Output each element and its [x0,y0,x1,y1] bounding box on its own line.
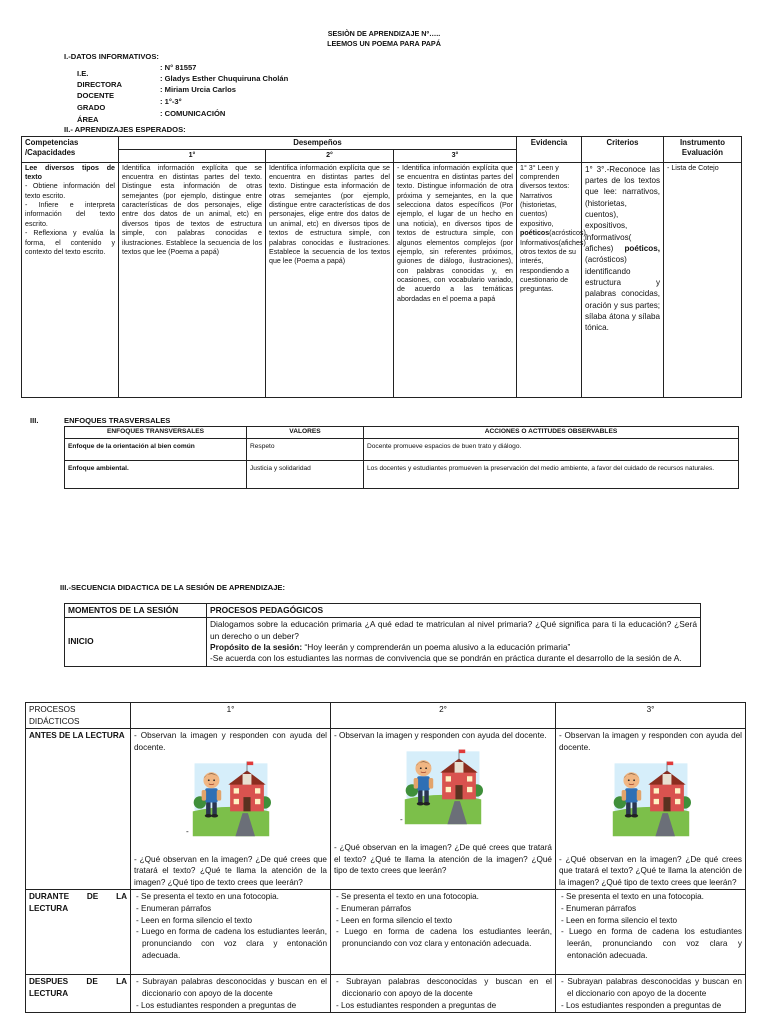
datos-label: DOCENTE [77,91,115,100]
despues-cell-2 [331,975,556,1013]
header-instrumento: Instrumento Evaluación [664,137,742,163]
list-item: - Los estudiantes responden a preguntas de [136,1000,297,1010]
list-item: - Se presenta el texto en una fotocopia. [561,892,704,902]
list-item: - Enumeran párrafos [336,904,412,914]
datos-value: : Miriam Urcia Carlos [160,85,236,94]
list-item: - Leen en forma silencio el texto [336,915,453,925]
list-item: - Los estudiantes responden a preguntas de [561,1000,722,1010]
datos-value: : Gladys Esther Chuquiruna Cholán [160,74,289,83]
desempeno-1: Identifica información explícita que se encuentra en distintas partes del texto. Distingue esta información de otras semejantes (por ejemplo, distingue entre características de dos personajes, elige entre dos datos de un animal, etc) en diversos tipos de textos de estructura simple, con palabras conocidas e ilustraciones. Establece la secuencia de los textos que lee (Poema a papá) [119,162,266,397]
secuencia-table [64,603,701,667]
list-item: - Luego en forma de cadena los estudiantes leerán, pronunciando con voz clara y entonación adecuada. [336,927,552,949]
antes-label: ANTES DE LA LECTURA [26,729,131,890]
durante-cell-1 [131,890,331,975]
despues-cell-3 [556,975,746,1013]
enfoque-name: Enfoque ambiental. [65,460,247,488]
grade-header: 3° [556,703,746,729]
header-criterios: Criterios [582,137,664,163]
durante-cell-3 [556,890,746,975]
antes-cell-3 [556,729,746,890]
list-item: - Luego en forma de cadena los estudiantes leerán, pronunciando con voz clara y entonación adecuada. [136,927,327,960]
competencia-item: - Infiere e interpreta información del texto escrito. [25,201,115,228]
criterios-bold: poéticos, [624,243,660,253]
despues-cell-1 [131,975,331,1013]
proposito-label: Propósito de la sesión: [210,642,303,653]
competencia-title: Lee diversos tipos de texto [25,163,115,181]
evidencia-text: 1° 3° Leen y comprenden diversos textos: Narrativos (historietas, cuentos) expositivo, [520,163,570,228]
momentos-header: MOMENTOS DE LA SESIÓN [65,604,207,618]
datos-label: GRADO [77,103,106,112]
session-subtitle: LEEMOS UN POEMA PARA PAPÁ [327,39,441,48]
datos-heading: I.-DATOS INFORMATIVOS: [64,52,159,61]
aprendizajes-table [21,136,742,398]
datos-label: ÁREA [77,115,99,124]
header-evidencia: Evidencia [517,137,582,163]
grade-header: 1° [131,703,331,729]
list-item: - Los estudiantes responden a preguntas de [336,1000,497,1010]
criterios-text: (acrósticos) identificando estructura y palabras conocidas, oración y sus partes; sílaba átona y sílaba tónica. [585,255,660,333]
header-desempenos: Desempeños [119,137,517,150]
antes-cell-1 [131,729,331,890]
antes-preguntas: - ¿Qué observan en la imagen? ¿De qué crees que tratará el texto? ¿Qué te llama la atención de la imagen? ¿Qué tipo de texto crees que leerán? [559,854,742,887]
enfoques-col-header: ENFOQUES TRANSVERSALES [65,427,247,439]
inicio-normas: -Se acuerda con los estudiantes las normas de convivencia que se pondrán en práctica durante el desarrollo de la sesión de A. [210,653,682,664]
inicio-content [207,618,701,666]
procesos-header: PROCESOS DIDÁCTICOS [26,703,131,729]
evidencia-bold: poéticos [520,229,550,238]
enfoques-table [64,426,739,489]
dash-mark: - [400,815,403,825]
list-item: - Enumeran párrafos [561,904,637,914]
school-boy-illustration [610,758,692,838]
enfoque-accion: Los docentes y estudiantes promueven la preservación del medio ambiente, a favor del cuidado de recursos naturales. [364,460,739,488]
header-competencias: Competencias /Capacidades [22,137,119,163]
enfoques-heading: ENFOQUES TRASVERSALES [64,416,171,425]
dash-mark: - [186,826,189,836]
inicio-label: INICIO [65,618,207,666]
session-title: SESIÒN DE APRENDIZAJE Nº….. [327,29,441,38]
competencia-cell [22,162,119,397]
list-item: - Se presenta el texto en una fotocopia. [136,892,279,902]
durante-cell-2 [331,890,556,975]
enfoque-valor: Justicia y solidaridad [247,460,364,488]
inicio-dialogo: Dialogamos sobre la educación primaria ¿A qué edad te matriculan al nivel primaria? ¿Qué significa para ti la educación? ¿Será un derecho o un deber? [210,619,697,641]
desempeno-2: Identifica información explícita que se encuentra en distintas partes del texto. Distingue esta información de otras semejantes (por ejemplo, distingue entre características de dos personajes, elige entre dos datos de un animal, etc) en diversos tipos de textos de estructura simple, con palabras conocidas e ilustraciones. Establece la secuencia de los textos que lee (Poema a papá) [266,162,394,397]
criterios-text: 1° 3°.-Reconoce las partes de los textos que lee: narrativos, (historietas, cuentos), expositivos, informativos( afiches) [585,164,660,253]
grade-header: 2° [331,703,556,729]
datos-value: : N° 81557 [160,63,197,72]
grade-header: 2° [266,150,394,162]
datos-value: : COMUNICACIÓN [160,109,226,118]
list-item: - Subrayan palabras desconocidas y buscan en el diccionario con apoyo de la docente [136,977,327,998]
procesos-header: PROCESOS PEDAGÓGICOS [207,604,701,618]
antes-observan: - Observan la imagen y responden con ayuda del docente. [334,731,547,741]
list-item: - Se presenta el texto en una fotocopia. [336,892,479,902]
enfoque-accion: Docente promueve espacios de buen trato y diálogo. [364,438,739,460]
datos-list [77,63,289,124]
proposito-text: “Hoy leerán y comprenderán un poema alusivo a la educación primaria” [302,642,571,653]
grade-header: 1° [119,150,266,162]
list-item: - Subrayan palabras desconocidas y buscan en el diccionario con apoyo de la docente [561,977,742,998]
datos-value: : 1°-3° [160,97,182,106]
criterios-cell [582,162,664,397]
school-boy-illustration [190,758,272,838]
list-item: - Luego en forma de cadena los estudiantes leerán, pronunciando con voz clara y entonación adecuada. [561,927,742,960]
enfoque-valor: Respeto [247,438,364,460]
acciones-col-header: ACCIONES O ACTITUDES OBSERVABLES [364,427,739,439]
proposito-line [210,642,697,653]
list-item: - Leen en forma silencio el texto [561,915,678,925]
evidencia-text: (acrósticos), Informativos(afiches) otros textos de su interés, respondiendo a cuestionario de preguntas. [520,229,588,294]
evidencia-cell [517,162,588,397]
grade-header: 3° [394,150,517,162]
desempeno-3: - Identifica información explícita que se encuentra en distintas partes del texto. Distingue información de otra próxima y semejantes, en la que selecciona datos específicos (Por ejemplo, el lugar de un hecho en una noticia), en diversos tipos de textos de estructura simple, con algunos elementos complejos (por ejemplo, sin referentes próximos, guiones de diálogo, ilustraciones), con palabras conocidas y, en ocasiones, con vocabulario variado, de acuerdo a las temáticas abordadas en el poema a papá [394,162,517,397]
valores-col-header: VALORES [247,427,364,439]
list-item: - Subrayan palabras desconocidas y buscan en el diccionario con apoyo de la docente [336,977,552,998]
procesos-table [25,702,746,1013]
antes-preguntas: - ¿Qué observan en la imagen? ¿De qué crees que tratará el texto? ¿Qué te llama la atención de la imagen? ¿Qué tipo de texto crees que leerán? [334,842,552,876]
enfoque-name: Enfoque de la orientación al bien común [65,438,247,460]
instrumento-cell: - Lista de Cotejo [664,162,742,397]
secuencia-heading: III.-SECUENCIA DIDACTICA DE LA SESIÓN DE APRENDIZAJE: [60,583,286,592]
durante-label: DURANTE DE LA LECTURA [26,890,131,975]
list-item: - Leen en forma silencio el texto [136,915,253,925]
antes-cell-2 [331,729,556,890]
competencia-item: - Obtiene información del texto escrito. [25,182,115,200]
datos-label: I.E. [77,69,89,78]
enfoques-number: III. [30,416,39,425]
competencia-item: - Reflexiona y evalúa la forma, el contenido y contexto del texto escrito. [25,229,115,256]
datos-label: DIRECTORA [77,80,123,89]
antes-preguntas: - ¿Qué observan en la imagen? ¿De qué crees que tratará el texto? ¿Qué te llama la atención de la imagen? ¿Qué tipo de texto crees que leerán? [134,854,327,887]
despues-label: DESPUES DE LA LECTURA [26,975,131,1013]
antes-observan: - Observan la imagen y responden con ayuda del docente. [559,731,742,752]
list-item: - Enumeran párrafos [136,904,212,914]
school-boy-illustration [402,746,484,826]
antes-observan: - Observan la imagen y responden con ayuda del docente. [134,731,327,752]
aprendizajes-heading: II.- APRENDIZAJES ESPERADOS: [64,125,186,134]
